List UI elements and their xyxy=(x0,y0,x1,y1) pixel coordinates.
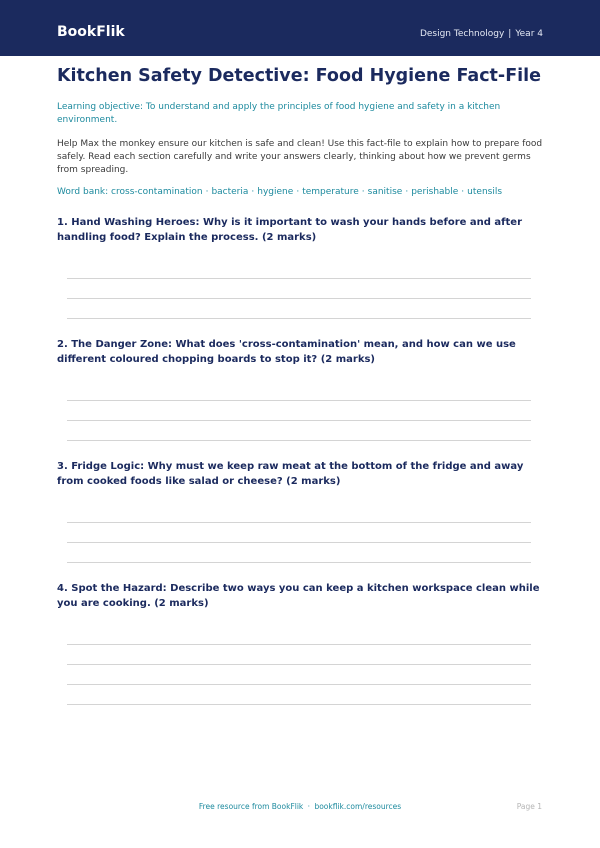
answer-line[interactable] xyxy=(67,684,531,685)
answer-line[interactable] xyxy=(67,562,531,563)
answer-line[interactable] xyxy=(67,278,531,279)
page-title: Kitchen Safety Detective: Food Hygiene Fact-File xyxy=(57,66,542,86)
answer-line[interactable] xyxy=(67,542,531,543)
header-separator: | xyxy=(508,29,512,39)
question-2: 2. The Danger Zone: What does 'cross-contamination' mean, and how can we use different coloured chopping boards to stop it? (2 marks) xyxy=(57,339,516,365)
word-bank-word: utensils xyxy=(467,187,503,197)
subject-label: Design Technology xyxy=(419,29,505,39)
brand-logo: BookFlik xyxy=(57,24,125,40)
word-separator: · xyxy=(251,187,255,197)
word-bank-word: sanitise xyxy=(367,187,403,197)
word-separator: · xyxy=(205,187,209,197)
answer-line[interactable] xyxy=(67,522,531,523)
answer-line[interactable] xyxy=(67,318,531,319)
header-meta xyxy=(420,29,543,39)
footer xyxy=(0,802,600,811)
answer-line[interactable] xyxy=(67,664,531,665)
word-bank-label: Word bank: xyxy=(57,187,109,197)
answer-line[interactable] xyxy=(67,400,531,401)
word-separator: · xyxy=(296,187,300,197)
word-bank-word: temperature xyxy=(302,187,359,197)
word-separator: · xyxy=(361,187,365,197)
question-4: 4. Spot the Hazard: Describe two ways you can keep a kitchen workspace clean while you are cooking. (2 marks) xyxy=(57,583,540,609)
footer-separator: · xyxy=(307,802,311,811)
word-bank-word: perishable xyxy=(411,187,459,197)
word-separator: · xyxy=(461,187,465,197)
page-number: Page 1 xyxy=(516,802,542,811)
word-bank xyxy=(57,186,543,199)
intro-text: Help Max the monkey ensure our kitchen is safe and clean! Use this fact-file to explain how to prepare food safely. Read each section carefully and write your answers clearly, thinking about how we prevent germs from spreading. xyxy=(57,139,543,175)
learning-objective: Learning objective: To understand and apply the principles of food hygiene and safety in a kitchen environment. xyxy=(57,102,501,125)
answer-line[interactable] xyxy=(67,298,531,299)
page-header xyxy=(0,0,600,56)
answer-line[interactable] xyxy=(67,644,531,645)
answer-line[interactable] xyxy=(67,440,531,441)
answer-line[interactable] xyxy=(67,704,531,705)
footer-text: Free resource from BookFlik xyxy=(198,802,304,811)
word-bank-word: cross-contamination xyxy=(111,187,203,197)
question-1: 1. Hand Washing Heroes: Why is it important to wash your hands before and after handling food? Explain the process. (2 marks) xyxy=(57,217,523,243)
year-label: Year 4 xyxy=(515,29,543,39)
question-3: 3. Fridge Logic: Why must we keep raw meat at the bottom of the fridge and away from cooked foods like salad or cheese? (2 marks) xyxy=(57,461,524,487)
word-bank-word: hygiene xyxy=(257,187,294,197)
footer-link[interactable]: bookflik.com/resources xyxy=(314,802,402,811)
word-bank-word: bacteria xyxy=(211,187,249,197)
answer-line[interactable] xyxy=(67,420,531,421)
word-separator: · xyxy=(405,187,409,197)
